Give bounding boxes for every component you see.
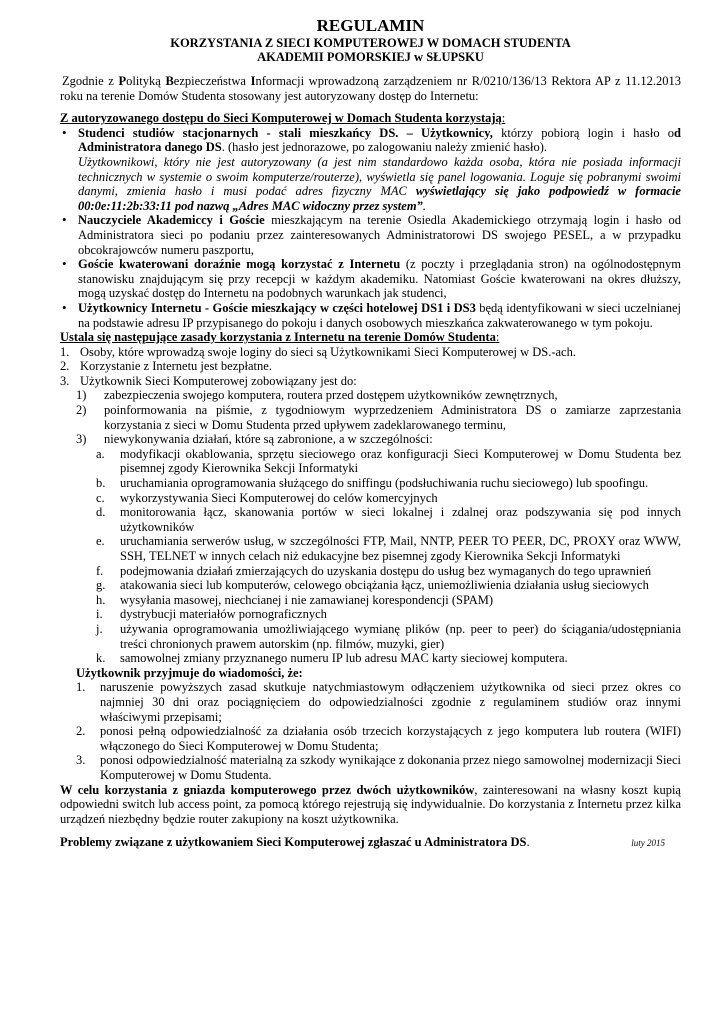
rules-list — [60, 345, 681, 389]
item-italic: Użytkownikowi, który nie jest autoryzowany (a jest nim standardowo każda osoba, która nie posiada informacji technicznych w systemie o swoim komputerze/routerze), wyświetla się panel logowania. Loguje się pobranymi swoimi danymi, zmienia hasło i musi podać adres fizyczny MAC — [78, 154, 681, 199]
forbidden-item — [82, 651, 681, 666]
intro-text: olityką — [126, 74, 166, 88]
forbidden-letter: i. — [96, 607, 103, 622]
item-text: będą identyfikowani w sieci uczelnianej na podstawie adresu IP przypisanego do pokoju i danych osobowych mieszkańca zakwaterowanego w tym pokoju. — [78, 300, 681, 330]
rule-item — [60, 345, 681, 360]
rule-number: 2. — [60, 359, 70, 374]
item-bold: Goście kwaterowani doraźnie mogą korzystać z Internetu — [78, 257, 401, 272]
forbidden-actions-list — [82, 447, 681, 666]
item-bold: d Administratora danego DS — [78, 125, 681, 155]
item-text: (z poczty i przeglądania stron) na ogólnodostępnym stanowisku znajdującym się przy recepcji w każdym akademiku. Natomiast Goście kwaterowani na okres dłuższy, mogą uzyskać dostęp do Internetu na podobnych warunkach jak studenci, — [78, 257, 681, 301]
forbidden-text: podejmowania działań zmierzających do uzyskania dostępu do usług bez wymaganych do tego uprawnień — [120, 563, 652, 578]
forbidden-text: atakowania sieci lub komputerów, celowego obciążania łącz, uniemożliwienia działania usług sieciowych — [120, 578, 649, 593]
item-bold: Studenci studiów stacjonarnych - stali mieszkańcy DS. – Użytkownicy, — [78, 125, 493, 140]
document-subtitle-line-1: KORZYSTANIA Z SIECI KOMPUTEROWEJ W DOMACH STUDENTA — [170, 36, 571, 50]
rule-text: Osoby, które wprowadzą swoje loginy do sieci są Użytkownikami Sieci Komputerowej w DS.-ach. — [80, 344, 576, 359]
awareness-heading: Użytkownik przyjmuje do wiadomości, że: — [76, 665, 303, 680]
closing-paragraph — [60, 783, 681, 827]
item-text: mieszkającym na terenie Osiedla Akademickiego otrzymają login i hasło od Administratora sieci po podaniu przez zainteresowanych Administratorowi DS swojego PESEL, a w przypadku obcokrajowców numeru paszportu, — [78, 213, 681, 257]
awareness-text: naruszenie powyższych zasad skutkuje natychmiastowym odłączeniem użytkownika od sieci przez okres co najmniej 30 dni oraz pociągnięciem do odpowiedzialności zgodnie z regulaminem studiów oraz innymi właściwymi przepisami; — [100, 680, 681, 724]
awareness-list — [76, 680, 681, 782]
obligation-text: niewykonywania działań, które są zabronione, a w szczególności: — [104, 432, 433, 447]
obligation-item — [76, 432, 681, 447]
awareness-number: 1. — [76, 680, 86, 695]
heading-text: Z autoryzowanego dostępu do Sieci Komputerowej w Domach Studenta korzystają — [60, 111, 502, 126]
forbidden-letter: g. — [96, 578, 106, 593]
forbidden-item — [82, 564, 681, 579]
forbidden-item — [82, 578, 681, 593]
document-subtitle-line-2: AKADEMII POMORSKIEJ w SŁUPSKU — [257, 50, 484, 64]
obligations-list — [76, 388, 681, 446]
document-title: REGULAMIN — [316, 16, 425, 35]
forbidden-letter: j. — [96, 621, 103, 636]
item-text: którzy pobiorą login i hasło o — [492, 125, 675, 140]
item-bold: Użytkownicy Internetu - Goście mieszkający w części hotelowej DS1 i DS3 — [78, 300, 476, 315]
rule-text: Korzystanie z Internetu jest bezpłatne. — [80, 359, 272, 374]
awareness-text: ponosi odpowiedzialność materialną za szkody wynikające z dokonania przez niego samowolnej modernizacji Sieci Komputerowej w Domu Studenta. — [100, 753, 681, 782]
forbidden-text: uruchamiania serwerów usług, w szczególności FTP, Mail, NNTP, PEER TO PEER, DC, PROXY oraz WWW, SSH, TELNET w innych celach niż edukacyjne bez pisemnej zgody Kierownika Sekcji Informatyki — [120, 534, 681, 563]
forbidden-text: dystrybucji materiałów pornograficznych — [120, 607, 327, 622]
heading-colon: : — [501, 111, 506, 126]
forbidden-item — [82, 447, 681, 476]
intro-text: nformacji wprowadzoną zarządzeniem nr R/0210/136/13 Rektora AP z 11.12.2013 roku na terenie Domów Studenta stosowany jest autoryzowany dostęp do Internetu: — [60, 74, 681, 103]
footer — [60, 835, 681, 850]
forbidden-text: modyfikacji okablowania, sprzętu sieciowego oraz konfiguracji Sieci Komputerowej w Domu Studenta bez pisemnej zgody Kierownika Sekcji Informatyki — [120, 446, 681, 476]
document-date: luty 2015 — [631, 838, 665, 849]
forbidden-letter: d. — [96, 505, 106, 520]
obligation-number: 1) — [76, 388, 87, 403]
authorized-users-list — [60, 126, 681, 330]
obligation-item — [76, 388, 681, 403]
forbidden-letter: h. — [96, 592, 106, 607]
footer-contact-note: Problemy związane z użytkowaniem Sieci Komputerowej zgłaszać u Administratora DS — [60, 835, 527, 850]
forbidden-item — [82, 476, 681, 491]
rule-number: 3. — [60, 373, 70, 388]
item-text: . (hasło jest jednorazowe, po zalogowaniu należy zmienić hasło). — [221, 140, 547, 155]
forbidden-text: wysyłania masowej, niechcianej i nie zamawianej korespondencji (SPAM) — [120, 592, 494, 607]
forbidden-item — [82, 491, 681, 506]
list-item-temporary-guests — [60, 257, 681, 301]
forbidden-item — [82, 593, 681, 608]
rule-text: Użytkownik Sieci Komputerowej zobowiązany jest do: — [80, 373, 357, 388]
forbidden-letter: c. — [96, 490, 105, 505]
awareness-number: 3. — [76, 753, 86, 768]
item-italic: . — [422, 198, 426, 213]
forbidden-item — [82, 534, 681, 563]
awareness-text: ponosi pełną odpowiedzialność za działania osób trzecich korzystających z jego komputera lub routera (WIFI) włączonego do Sieci Komputerowej w Domu Studenta; — [100, 724, 681, 753]
rule-item — [60, 374, 681, 389]
intro-initial-b: B — [165, 74, 174, 88]
forbidden-letter: b. — [96, 476, 106, 491]
forbidden-letter: f. — [96, 563, 104, 578]
rule-number: 1. — [60, 344, 70, 359]
awareness-item — [76, 753, 681, 782]
footer-period: . — [526, 835, 530, 850]
forbidden-letter: e. — [96, 534, 105, 549]
rules-heading — [60, 330, 681, 345]
item-bold: Nauczyciele Akademiccy i Goście — [78, 213, 265, 228]
forbidden-item — [82, 622, 681, 651]
heading-colon: : — [495, 330, 500, 345]
intro-initial-p: P — [118, 74, 127, 88]
forbidden-item — [82, 505, 681, 534]
list-item-academic-staff — [60, 213, 681, 257]
rule-item — [60, 359, 681, 374]
awareness-number: 2. — [76, 724, 86, 739]
item-bold-italic: wyświetlający się jako podpowiedź w formacie 00:0e:11:2b:33:11 pod nazwą „Adres MAC widoczny przez system” — [78, 184, 681, 213]
forbidden-text: używania oprogramowania umożliwiającego wymianę plików (np. peer to peer) do ściągania/udostępniania treści chronionych prawem autorskim (np. filmów, muzyki, gier) — [120, 621, 681, 651]
intro-text: ezpieczeństwa — [173, 74, 251, 88]
list-item-students — [60, 126, 681, 214]
list-item-hotel-guests — [60, 301, 681, 330]
closing-bold: W celu korzystania z gniazda komputerowego przez dwóch użytkowników — [60, 782, 475, 797]
obligation-number: 3) — [76, 432, 87, 447]
intro-paragraph — [60, 74, 681, 103]
authorized-access-heading — [60, 111, 681, 126]
obligation-number: 2) — [76, 403, 87, 418]
obligation-text: zabezpieczenia swojego komputera, routera przed dostępem użytkowników zewnętrznych, — [104, 388, 558, 403]
closing-text: , zainteresowani na własny koszt kupią odpowiedni switch lub access point, za pomocą którego rejestrują się indywidualnie. Do korzystania z Internetu przez kilka urządzeń niezbędny będzie router zakupiony na koszt użytkownika. — [60, 782, 681, 826]
forbidden-text: wykorzystywania Sieci Komputerowej do celów komercyjnych — [120, 490, 438, 505]
obligation-text: poinformowania na piśmie, z tygodniowym wyprzedzeniem Administratora DS o zamiarze zaprzestania korzystania z sieci w Domu Studenta przed upływem zadeklarowanego terminu, — [104, 403, 681, 432]
intro-text: Zgodnie z — [62, 74, 119, 88]
forbidden-text: uruchamiania oprogramowania służącego do sniffingu (podsłuchiwania ruchu sieciowego) lub spoofingu. — [120, 476, 649, 491]
forbidden-letter: a. — [96, 446, 105, 461]
intro-initial-i: I — [250, 74, 256, 88]
forbidden-text: monitorowania łącz, skanowania portów w sieci lokalnej i zdalnej oraz podszywania się pod innych użytkowników — [120, 505, 681, 534]
obligation-item — [76, 403, 681, 432]
awareness-item — [76, 724, 681, 753]
forbidden-letter: k. — [96, 651, 106, 666]
heading-text: Ustala się następujące zasady korzystania z Internetu na terenie Domów Studenta — [60, 330, 496, 345]
forbidden-text: samowolnej zmiany przyznanego numeru IP lub adresu MAC karty sieciowej komputera. — [120, 651, 568, 666]
forbidden-item — [82, 607, 681, 622]
awareness-item — [76, 680, 681, 724]
